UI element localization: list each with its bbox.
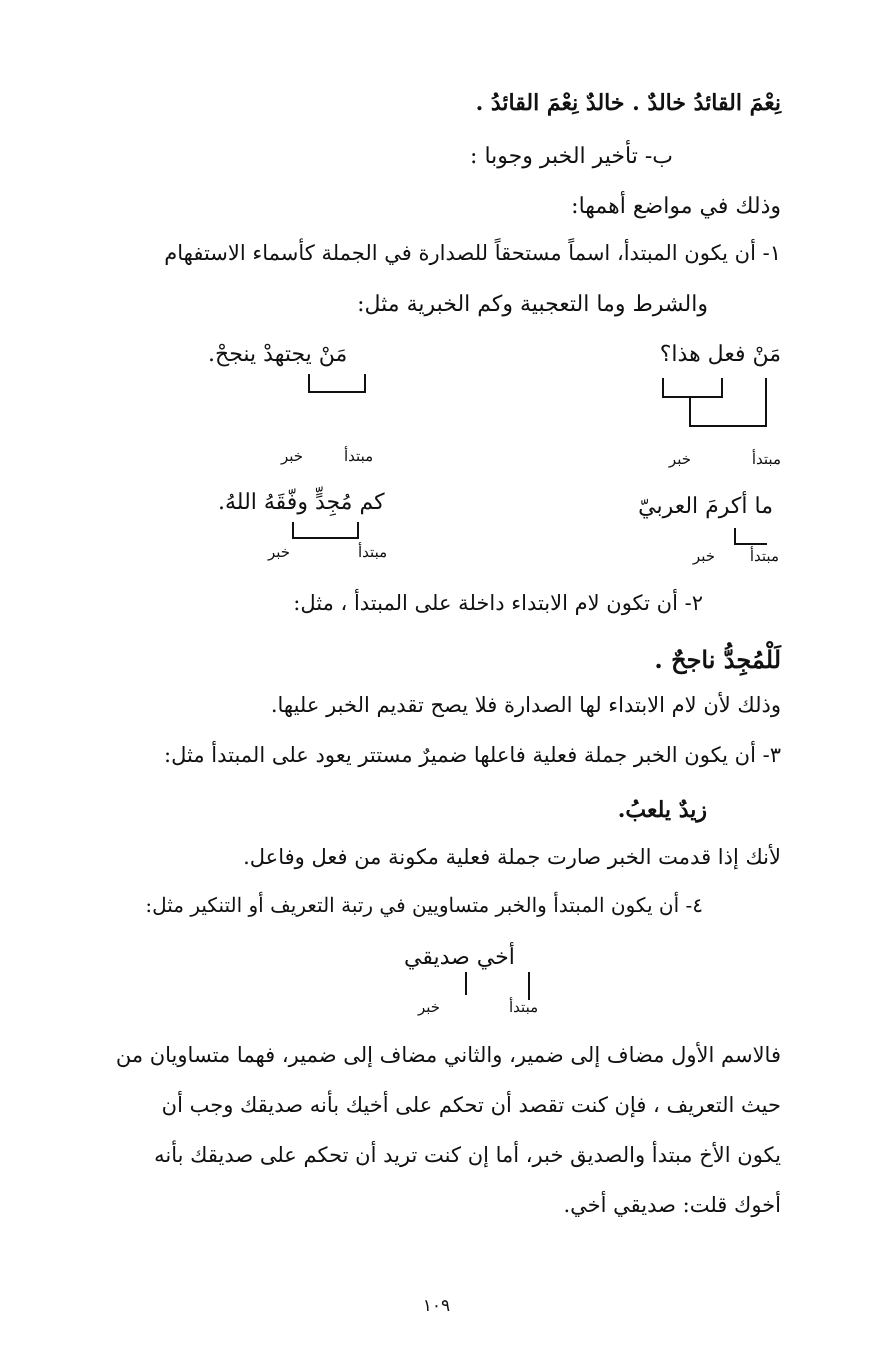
text-line: والشرط وما التعجبية وكم الخبرية مثل: [357, 292, 708, 317]
label-khabar: خبر [281, 447, 304, 465]
label-mubtada: مبتدأ [749, 547, 779, 565]
example-sentence: مَنْ يجتهدْ ينجحْ. [208, 342, 348, 367]
list-item-2: ٢- أن تكون لام الابتداء داخلة على المبتدأ ، مثل: [293, 591, 703, 615]
example-sentence: لَلْمُجِدُّ ناجحٌ . [654, 645, 781, 674]
example-sentence: مَنْ فعل هذا؟ [659, 342, 781, 367]
label-khabar: خبر [418, 998, 441, 1016]
section-heading: ب- تأخير الخبر وجوبا : [470, 144, 673, 169]
example-sentence: ما أكرمَ العربيّ [638, 494, 773, 519]
page-number: ١٠٩ [422, 1296, 451, 1316]
label-mubtada: مبتدأ [344, 447, 374, 465]
text-line: لأنك إذا قدمت الخبر صارت جملة فعلية مكونة من فعل وفاعل. [243, 845, 781, 869]
paragraph-line: يكون الأخ مبتدأ والصديق خبر، أما إن كنت تريد أن تحكم على صديقك بأنه [154, 1143, 781, 1167]
label-khabar: خبر [668, 450, 691, 468]
list-item-3: ٣- أن يكون الخبر جملة فعلية فاعلها ضميرٌ مستتر يعود على المبتدأ مثل: [164, 743, 781, 767]
paragraph-line: فالاسم الأول مضاف إلى ضمير، والثاني مضاف إلى ضمير، فهما متساويان من [115, 1043, 781, 1067]
example-sentence: أخي صديقي [404, 945, 515, 970]
label-khabar: خبر [268, 543, 291, 561]
list-item-1: ١- أن يكون المبتدأ، اسماً مستحقاً للصدارة في الجملة كأسماء الاستفهام [164, 241, 781, 265]
paragraph-line: أخوك قلت: صديقي أخي. [563, 1193, 781, 1217]
text-line: وذلك لأن لام الابتداء لها الصدارة فلا يصح تقديم الخبر عليها. [270, 693, 781, 717]
label-mubtada: مبتدأ [509, 998, 539, 1016]
text-line: وذلك في مواضع أهمها: [571, 194, 781, 219]
label-mubtada: مبتدأ [751, 450, 781, 468]
example-sentence: زيدٌ يلعبُ. [617, 797, 707, 823]
text-line: نِعْمَ القائدُ خالدٌ . خالدٌ نِعْمَ القائدُ . [475, 90, 781, 116]
label-mubtada: مبتدأ [358, 543, 388, 561]
list-item-4: ٤- أن يكون المبتدأ والخبر متساويين في رتبة التعريف أو التنكير مثل: [145, 893, 703, 917]
paragraph-line: حيث التعريف ، فإن كنت تقصد أن تحكم على أخيك بأنه صديقك وجب أن [161, 1093, 781, 1117]
label-khabar: خبر [692, 547, 715, 565]
example-sentence: كم مُجِدٍّ وفّقَهُ اللهُ. [218, 490, 385, 515]
